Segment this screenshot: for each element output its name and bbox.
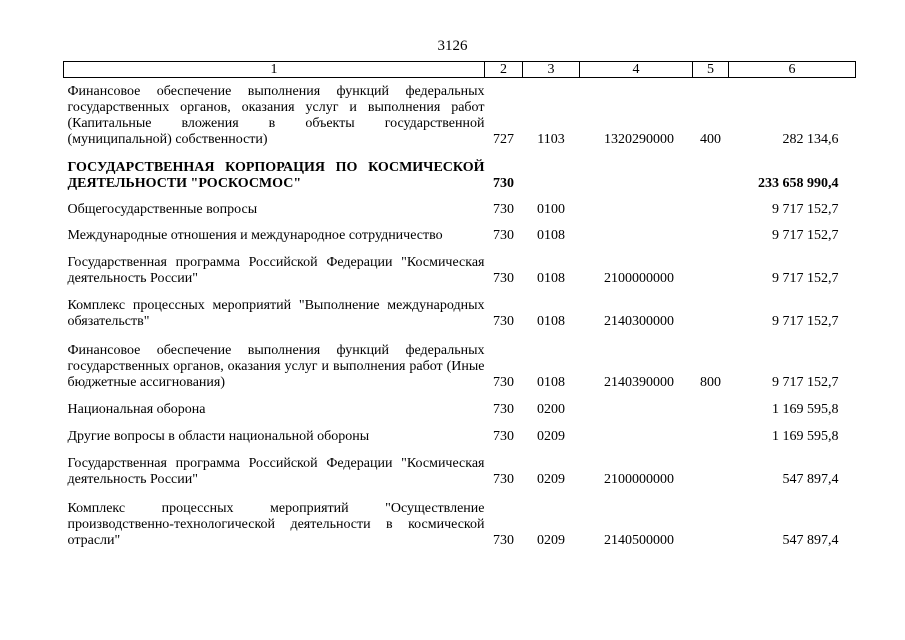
- row-gr: 727: [493, 131, 514, 147]
- row-rz: 0108: [537, 227, 565, 243]
- row-csr: 2140500000: [604, 532, 674, 548]
- row-csr: 2100000000: [604, 270, 674, 286]
- row-gr: 730: [493, 532, 514, 548]
- row-gr: 730: [493, 201, 514, 217]
- row-amount: 9 717 152,7: [772, 313, 839, 329]
- row-vr: 800: [700, 374, 721, 390]
- row-csr: [580, 218, 693, 244]
- row-description: ГОСУДАРСТВЕННАЯ КОРПОРАЦИЯ ПО КОСМИЧЕСКОЙ ДЕЯТЕЛЬНОСТИ "РОСКОСМОС": [67, 159, 485, 191]
- row-rz: 1103: [537, 131, 565, 147]
- row-gr: 730: [493, 175, 514, 191]
- table-row: [64, 418, 856, 445]
- row-description: Финансовое обеспечение выполнения функций федеральных государственных органов, оказания услуг и выполнения работ (Капитальные вложения в объекты государственной (муниципальной) собственности): [67, 83, 485, 147]
- row-rz: 0108: [537, 270, 565, 286]
- row-amount: 9 717 152,7: [772, 201, 839, 217]
- row-description: Финансовое обеспечение выполнения функций федеральных государственных органов, оказания услуг и выполнения работ (Иные бюджетные ассигнования): [67, 342, 485, 390]
- row-rz: 0209: [537, 532, 565, 548]
- row-description: Комплекс процессных мероприятий "Осуществление производственно-технологической деятельности в космической отрасли": [67, 500, 485, 548]
- row-gr: 730: [493, 401, 514, 417]
- table-row: [64, 244, 856, 287]
- row-gr: 730: [493, 227, 514, 243]
- row-rz: 0108: [537, 374, 565, 390]
- row-vr: [693, 287, 729, 330]
- table-row: [64, 488, 856, 549]
- page-number: 3126: [437, 38, 468, 54]
- row-amount: 1 169 595,8: [772, 428, 839, 444]
- row-amount: 9 717 152,7: [772, 227, 839, 243]
- table-row: [64, 330, 856, 391]
- row-amount: 9 717 152,7: [772, 374, 839, 390]
- row-description: Другие вопросы в области национальной обороны: [67, 428, 370, 444]
- header-col-3: 3: [523, 62, 580, 78]
- header-col-5: 5: [693, 62, 729, 78]
- row-rz: 0200: [537, 401, 565, 417]
- row-rz: 0209: [537, 428, 565, 444]
- table-row: [64, 218, 856, 244]
- table-row: [64, 445, 856, 488]
- row-vr: [693, 488, 729, 549]
- row-csr: [580, 148, 693, 192]
- row-vr: [693, 148, 729, 192]
- row-rz: [523, 148, 580, 192]
- table-row: [64, 391, 856, 418]
- row-gr: 730: [493, 428, 514, 444]
- header-col-6: 6: [729, 62, 856, 78]
- row-rz: 0100: [537, 201, 565, 217]
- budget-table: [63, 61, 856, 549]
- row-vr: [693, 244, 729, 287]
- row-vr: [693, 445, 729, 488]
- row-amount: 282 134,6: [782, 131, 839, 147]
- row-rz: 0209: [537, 471, 565, 487]
- table-row: [64, 78, 856, 148]
- table-row: [64, 148, 856, 192]
- row-csr: 2140300000: [604, 313, 674, 329]
- row-vr: [693, 192, 729, 218]
- row-description: Общегосударственные вопросы: [67, 201, 258, 217]
- table-header-row: [64, 62, 856, 78]
- row-vr: [693, 391, 729, 418]
- row-gr: 730: [493, 471, 514, 487]
- row-description: Национальная оборона: [67, 401, 206, 417]
- row-amount: 233 658 990,4: [758, 175, 839, 191]
- row-rz: 0108: [537, 313, 565, 329]
- row-vr: [693, 418, 729, 445]
- row-description: Государственная программа Российской Федерации "Космическая деятельность России": [67, 455, 485, 487]
- row-description: Комплекс процессных мероприятий "Выполнение международных обязательств": [67, 297, 485, 329]
- table-row: [64, 287, 856, 330]
- row-amount: 9 717 152,7: [772, 270, 839, 286]
- header-col-2: 2: [485, 62, 523, 78]
- row-csr: 2100000000: [604, 471, 674, 487]
- row-csr: [580, 192, 693, 218]
- row-csr: 1320290000: [604, 131, 674, 147]
- row-description: Государственная программа Российской Федерации "Космическая деятельность России": [67, 254, 485, 286]
- row-csr: 2140390000: [604, 374, 674, 390]
- row-csr: [580, 418, 693, 445]
- header-col-1: 1: [64, 62, 485, 78]
- row-description: Международные отношения и международное сотрудничество: [67, 227, 443, 243]
- row-amount: 547 897,4: [782, 532, 839, 548]
- header-col-4: 4: [580, 62, 693, 78]
- row-gr: 730: [493, 374, 514, 390]
- row-amount: 1 169 595,8: [772, 401, 839, 417]
- row-gr: 730: [493, 270, 514, 286]
- row-vr: 400: [700, 131, 721, 147]
- table-row: [64, 192, 856, 218]
- row-csr: [580, 391, 693, 418]
- row-vr: [693, 218, 729, 244]
- row-amount: 547 897,4: [782, 471, 839, 487]
- row-gr: 730: [493, 313, 514, 329]
